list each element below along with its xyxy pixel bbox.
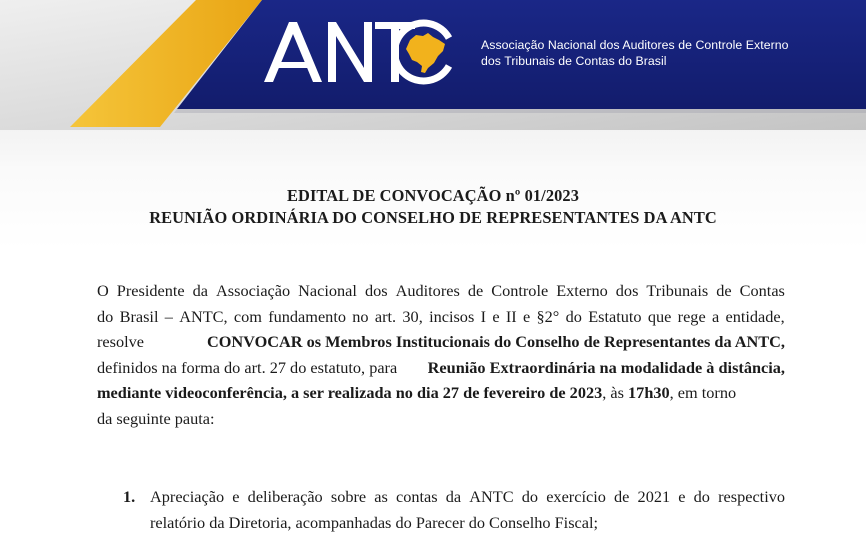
agenda-item-line-text: relatório da Diretoria, acompanhadas do Parecer do Conselho Fiscal; xyxy=(150,513,599,532)
agenda-item-line xyxy=(150,510,785,536)
document-title xyxy=(0,185,866,229)
paragraph-text: do Brasil – ANTC, com fundamento no art. 30, incisos I e II e §2° do Estatuto que rege a entidade, xyxy=(97,306,785,326)
org-name-line-2: dos Tribunais de Contas do Brasil xyxy=(481,54,667,68)
title-line-2: REUNIÃO ORDINÁRIA DO CONSELHO DE REPRESENTANTES DA ANTC xyxy=(149,208,717,227)
paragraph-line xyxy=(97,278,785,304)
convocation-paragraph xyxy=(97,278,785,432)
paragraph-bold-text: 17h30 xyxy=(628,383,670,403)
letterhead xyxy=(0,0,866,130)
agenda-item-line-text: Apreciação e deliberação sobre as contas da ANTC do exercício de 2021 e do respectivo xyxy=(150,487,785,506)
paragraph-line xyxy=(97,304,785,330)
paragraph-bold-text: mediante videoconferência, a ser realizada no dia 27 de fevereiro de 2023 xyxy=(97,383,603,403)
brazil-map-icon xyxy=(406,33,445,73)
paragraph-line xyxy=(97,380,785,406)
paragraph-line xyxy=(97,329,785,355)
paragraph-line xyxy=(97,355,785,381)
paragraph-bold-text: CONVOCAR os Membros Institucionais do Conselho de Representantes da ANTC, xyxy=(207,332,785,352)
antc-logo xyxy=(262,18,452,88)
paragraph-text: , em torno xyxy=(669,383,737,403)
paragraph-text: resolve xyxy=(97,332,145,352)
paragraph-bold-text: Reunião Extraordinária na modalidade à distância, xyxy=(427,357,785,377)
paragraph-text: definidos na forma do art. 27 do estatuto, para xyxy=(97,357,398,377)
agenda-item-text xyxy=(150,484,785,536)
agenda-item-line xyxy=(150,484,785,510)
paragraph-text: da seguinte pauta: xyxy=(97,408,215,428)
paragraph-text: , às xyxy=(602,383,624,403)
paragraph-line xyxy=(97,406,785,432)
organization-name xyxy=(481,37,811,69)
agenda-item-number: 1. xyxy=(123,487,136,506)
title-line-1: EDITAL DE CONVOCAÇÃO nº 01/2023 xyxy=(286,186,579,205)
paragraph-text: O Presidente da Associação Nacional dos Auditores de Controle Externo dos Tribunais de Contas xyxy=(97,281,785,300)
org-name-line-1: Associação Nacional dos Auditores de Controle Externo xyxy=(481,38,789,52)
document-page xyxy=(0,130,866,544)
